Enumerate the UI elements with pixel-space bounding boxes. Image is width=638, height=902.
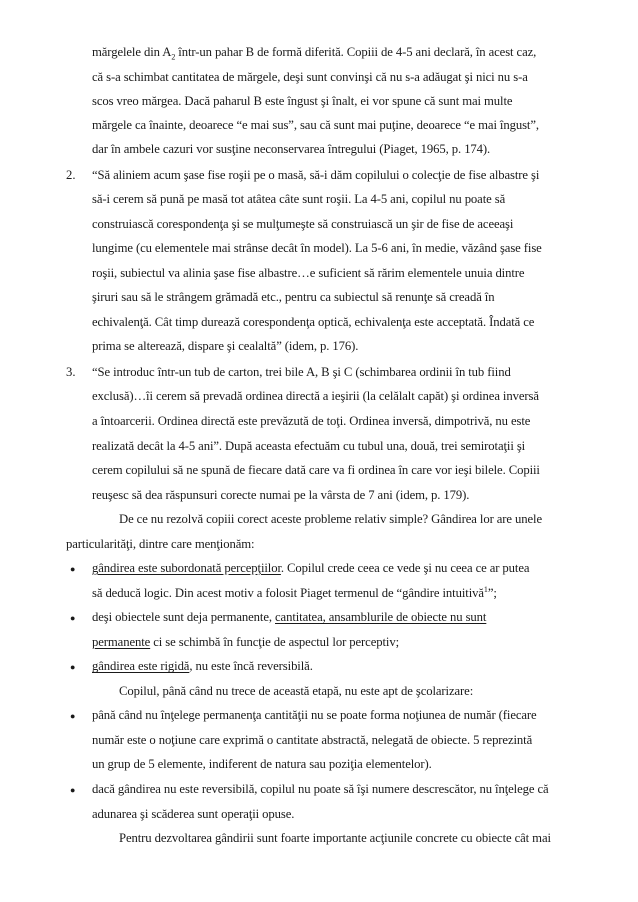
bullet-line: să deducă logic. Din acest motiv a folosit Piaget termenul de “gândire intuitivă$^1$”; [92, 584, 497, 600]
item3-line: a întoarcerii. Ordinea directă este prevăzută de toţi. Ordinea inversă, dimpotrivă, nu este [92, 413, 531, 428]
item3-line: exclusă)…îi cerem să prevadă ordinea directă a ieşirii (la celălalt capăt) şi ordinea inversă [92, 389, 539, 404]
bullet-line: gândirea este rigidă, nu este încă reversibilă. [92, 659, 313, 674]
bullet-line: permanente ci se schimbă în funcţie de aspectul lor perceptiv; [92, 634, 399, 649]
bullet-line: un grup de 5 elemente, indiferent de natura sau poziţia elementelor). [92, 757, 432, 772]
item2-line: roşii, subiectul va alinia şase fise albastre…e suficient să rărim elementele unuia dintre [92, 265, 525, 280]
underlined-phrase: gândirea este subordonată percepţiilor [92, 561, 281, 576]
item2-line: şiruri sau să le strângem grămadă etc., pentru ca subiectul să renunţe să creadă în [92, 290, 495, 305]
item2-line: construiască corespondenţa şi se mulţumeşte să construiască un şir de fise de aceeaşi [92, 216, 514, 231]
item1-line: scos vreo mărgea. Dacă paharul B este îngust şi înalt, ei vor spune că sunt mai multe [92, 94, 513, 109]
item3-line: cerem copilului să ne spună de fiecare dată care va fi ordinea în care vor ieşi bilele. Copiii [92, 463, 540, 477]
item2-number: 2. [66, 167, 76, 182]
bullet-dot: ● [70, 612, 76, 623]
item2-line: prima se alterează, dispare şi cealaltă” (idem, p. 176). [92, 339, 359, 354]
paragraph-line: particularităţi, dintre care menţionăm: [66, 536, 255, 551]
bullet-line: deşi obiectele sunt deja permanente, cantitatea, ansamblurile de obiecte nu sunt [92, 610, 487, 625]
item3-line: “Se introduc într-un tub de carton, trei bile A, B şi C (schimbarea ordinii în tub fiind [92, 364, 511, 379]
item3-line: reuşesc să dea răspunsuri corecte numai pe la vârsta de 7 ani (idem, p. 179). [92, 487, 470, 502]
item1-line: că s-a schimbat cantitatea de mărgele, deşi sunt convinşi că nu s-a adăugat şi nici nu s-a [92, 69, 528, 84]
bullet-dot: ● [70, 711, 76, 722]
underlined-phrase: permanente [92, 634, 151, 649]
footnote-marker: 1 [483, 584, 488, 594]
item1-line: mărgelele din $A_2$ într-un pahar B de formă diferită. Copiii de 4-5 ani declară, în acest caz, [92, 45, 537, 62]
item2-line: să-i cerem să pună pe masă tot atâtea câte sunt roşii. La 4-5 ani, copilul nu poate să [92, 192, 506, 207]
paragraph-line: De ce nu rezolvă copiii corect aceste probleme relativ simple? Gândirea lor are unele [119, 512, 543, 527]
bullet-dot: ● [70, 563, 76, 574]
item2-line: echivalenţă. Cât timp durează corespondenţa optică, echivalenţa este acceptată. Îndată ce [92, 314, 535, 329]
item2-line: lungime (cu elementele mai strânse decât în model). La 5-6 ani, în medie, văzând şase fise [92, 241, 542, 256]
paragraph-line: Pentru dezvoltarea gândirii sunt foarte importante acţiunile concrete cu obiecte cât mai [119, 831, 551, 845]
item1-line: dar în ambele cazuri vor susţine neconservarea întregului (Piaget, 1965, p. 174). [92, 142, 491, 157]
item3-number: 3. [66, 364, 76, 379]
bullet-line: până când nu înţelege permanenţa cantităţii nu se poate forma noţiunea de număr (fiecare [92, 708, 537, 723]
bullet-dot: ● [70, 662, 76, 672]
item2-line: “Să aliniem acum şase fise roşii pe o masă, să-i dăm copilului o colecţie de fise albastre şi [92, 167, 540, 182]
underlined-phrase: cantitatea, ansamblurile de obiecte nu sunt [275, 610, 487, 625]
bullet-line: dacă gândirea nu este reversibilă, copilul nu poate să îşi numere descrescător, nu înţelege că [92, 781, 549, 796]
subscript: 2 [171, 52, 176, 62]
bullet-line: gândirea este subordonată percepţiilor. Copilul crede ceea ce vede şi nu ceea ce ar putea [92, 561, 530, 576]
underlined-phrase: gândirea este rigidă [92, 659, 190, 674]
item3-line: realizată decât la 4-5 ani”. După aceasta efectuăm cu tubul una, două, trei semirotaţii şi [92, 438, 526, 453]
paragraph-line: Copilul, până când nu trece de această etapă, nu este apt de şcolarizare: [119, 683, 474, 698]
bullet-line: număr este o noţiune care exprimă o cantitate abstractă, nelegată de obiecte. 5 reprezintă [92, 732, 533, 747]
item1-line: mărgele ca înainte, deoarece “e mai sus”, sau că sunt mai puţine, deoarece “e mai îngust”, [92, 117, 539, 132]
bullet-line: adunarea şi scăderea sunt operaţii opuse. [92, 806, 295, 821]
bullet-dot: ● [70, 784, 76, 795]
